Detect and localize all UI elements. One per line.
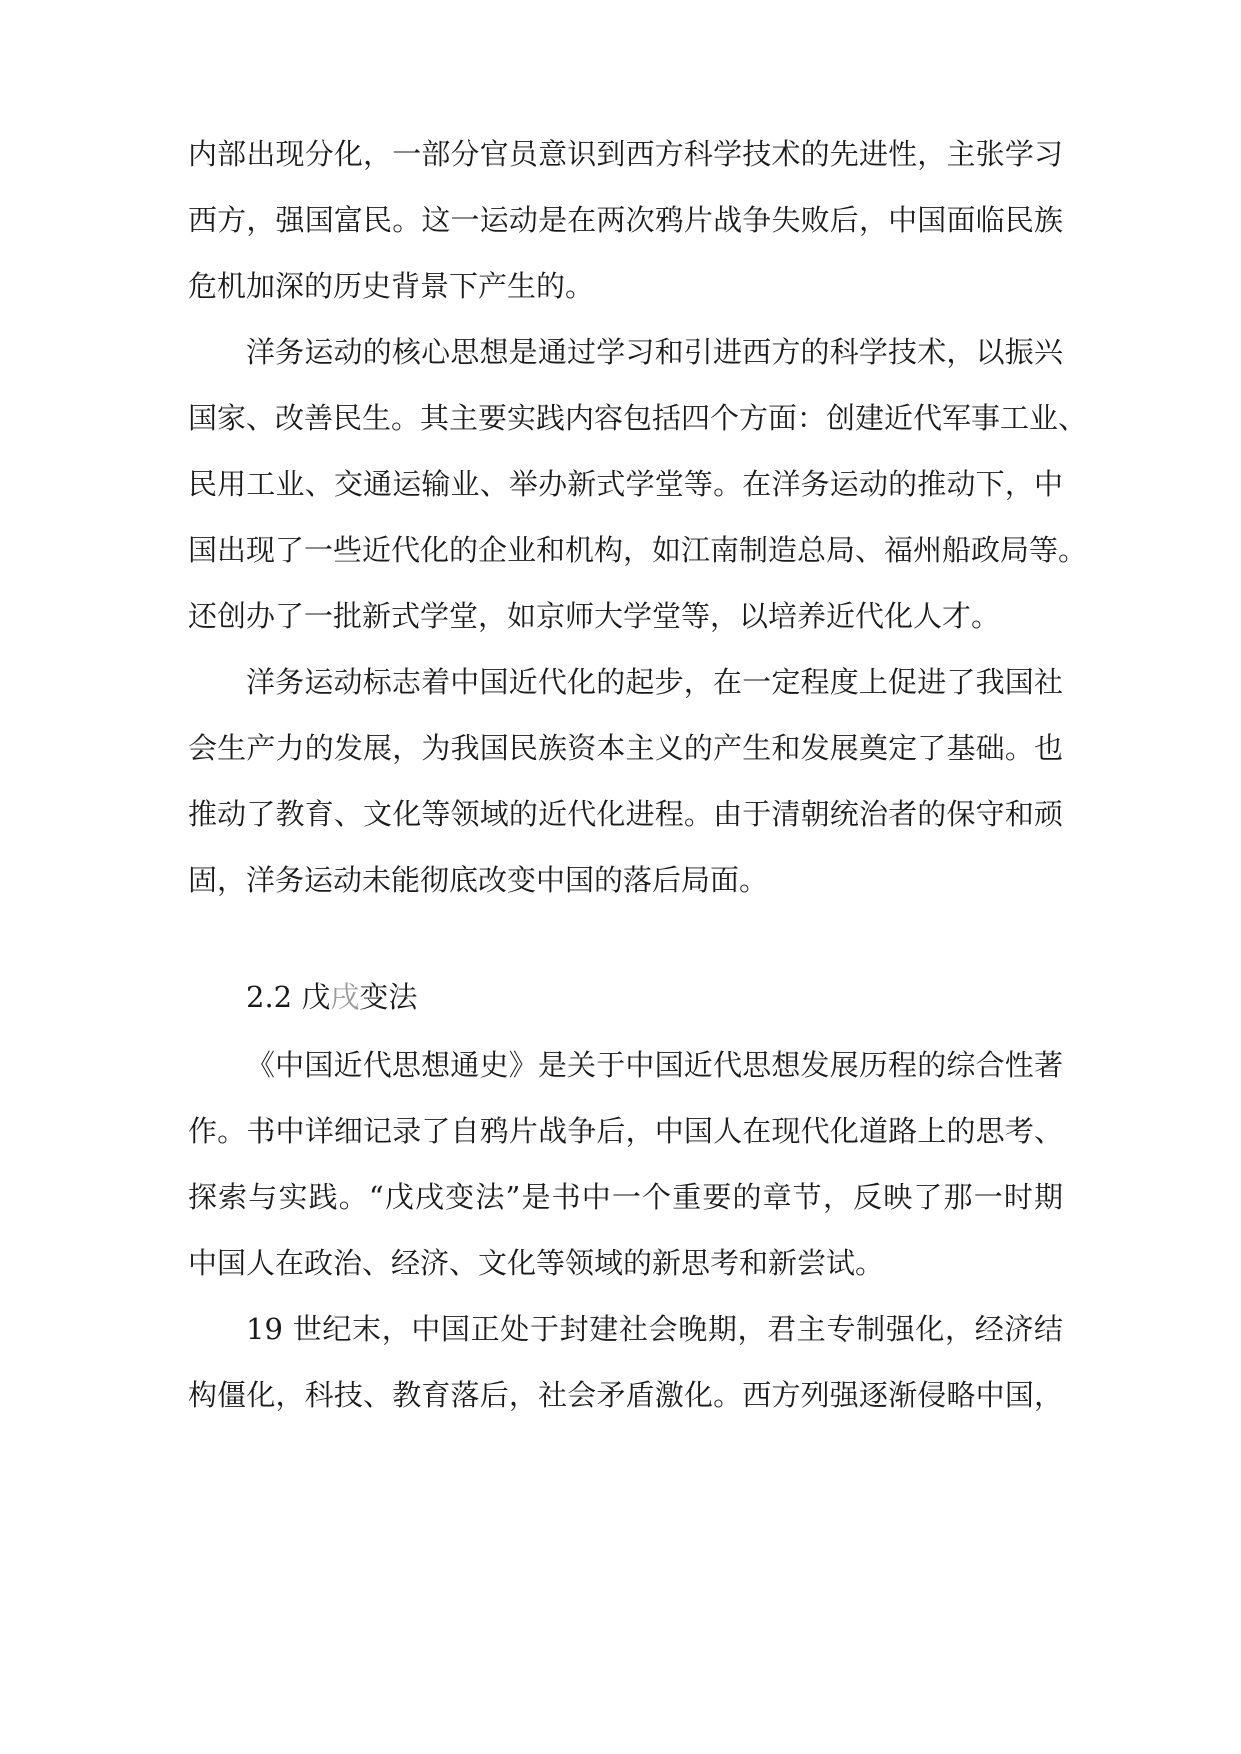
paragraph-2-line-3: 民用工业、交通运输业、举办新式学堂等。在洋务运动的推动下，中 (188, 467, 1063, 501)
paragraph-2-line-2: 国家、改善民生。其主要实践内容包括四个方面：创建近代军事工业、 (188, 401, 1088, 435)
section-title-char-2: 戌 (330, 980, 360, 1014)
section-title-rest: 变法 (359, 980, 418, 1014)
paragraph-1-line-2: 西方，强国富民。这一运动是在两次鸦片战争失败后，中国面临民族 (188, 203, 1063, 237)
paragraph-3-line-2: 会生产力的发展，为我国民族资本主义的产生和发展奠定了基础。也 (188, 731, 1063, 765)
paragraph-2-line-1: 洋务运动的核心思想是通过学习和引进西方的科学技术，以振兴 (246, 335, 1063, 369)
paragraph-4-line-2: 作。书中详细记录了自鸦片战争后，中国人在现代化道路上的思考、 (188, 1114, 1063, 1148)
paragraph-4-line-3: 探索与实践。“戊戌变法”是书中一个重要的章节，反映了那一时期 (188, 1180, 1063, 1214)
paragraph-4-line-4: 中国人在政治、经济、文化等领域的新思考和新尝试。 (188, 1246, 885, 1280)
section-heading (246, 977, 417, 1017)
paragraph-3-line-3: 推动了教育、文化等领域的近代化进程。由于清朝统治者的保守和顽 (188, 797, 1063, 831)
paragraph-3-line-4: 固，洋务运动未能彻底改变中国的落后局面。 (188, 863, 769, 897)
paragraph-2-line-5: 还创办了一批新式学堂，如京师大学堂等，以培养近代化人才。 (188, 599, 1001, 633)
paragraph-2-line-4: 国出现了一些近代化的企业和机构，如江南制造总局、福州船政局等。 (188, 533, 1088, 567)
paragraph-3-line-1: 洋务运动标志着中国近代化的起步，在一定程度上促进了我国社 (246, 665, 1063, 699)
paragraph-5-line-2: 构僵化，科技、教育落后，社会矛盾激化。西方列强逐渐侵略中国， (188, 1378, 1063, 1412)
paragraph-4-line-1: 《中国近代思想通史》是关于中国近代思想发展历程的综合性著 (246, 1048, 1063, 1082)
paragraph-1-line-3: 危机加深的历史背景下产生的。 (188, 269, 595, 303)
paragraph-5-line-1: 19 世纪末，中国正处于封建社会晚期，君主专制强化，经济结 (246, 1312, 1063, 1346)
section-number: 2.2 (246, 980, 293, 1014)
paragraph-1-line-1: 内部出现分化，一部分官员意识到西方科学技术的先进性，主张学习 (188, 137, 1063, 171)
section-title-char-1: 戊 (301, 980, 331, 1014)
